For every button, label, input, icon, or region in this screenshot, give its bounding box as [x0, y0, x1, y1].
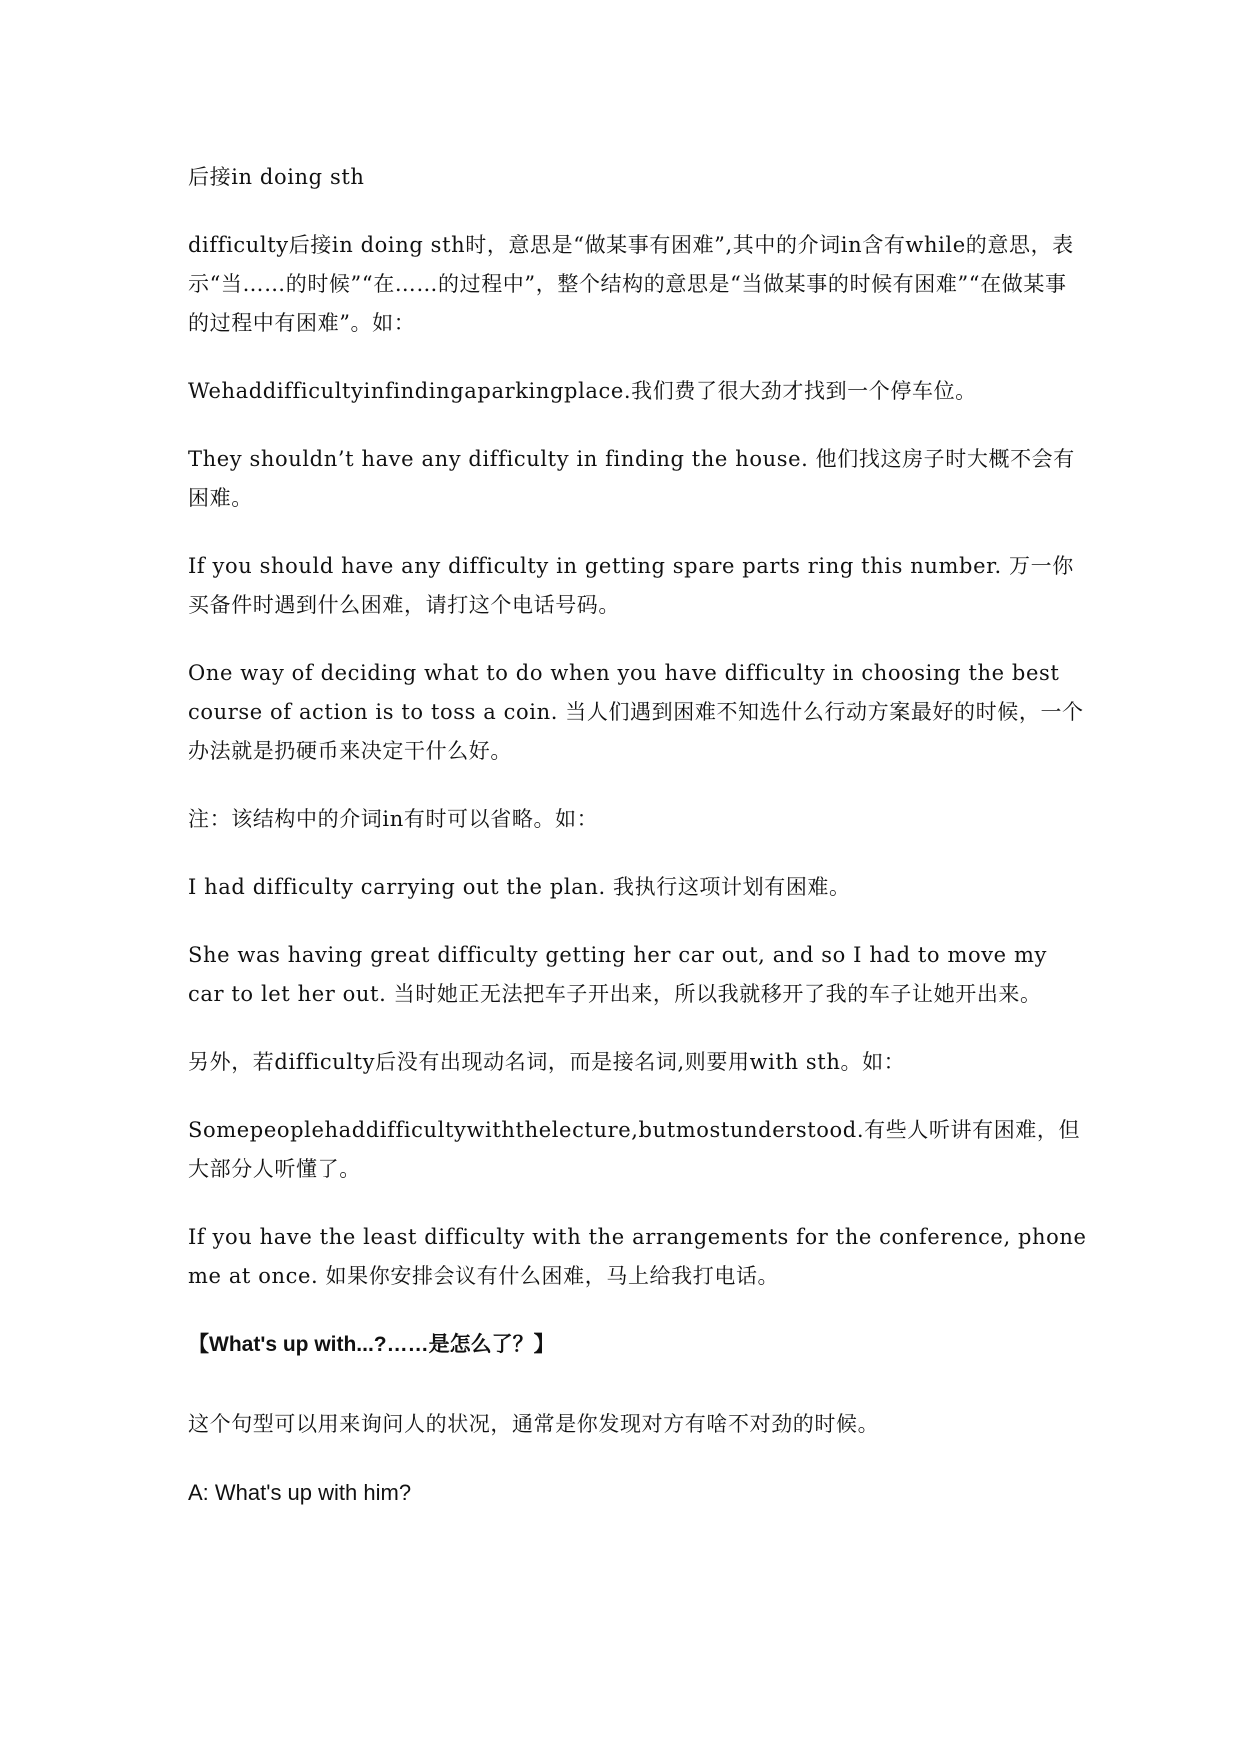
paragraph-example-conference: If you have the least difficulty with the arrangements for the conference, phone me at once. 如果你安排会议有什么困难，马上给我打电话。	[188, 1225, 1087, 1288]
paragraph-section-intro: 这个句型可以用来询问人的状况，通常是你发现对方有啥不对劲的时候。	[188, 1412, 880, 1436]
paragraph-example-spare-parts: If you should have any difficulty in getting spare parts ring this number. 万一你买备件时遇到什么困难，请打这个电话号码。	[188, 554, 1074, 617]
paragraph-example-parking: Wehaddifficultyinfindingaparkingplace.我们费了很大劲才找到一个停车位。	[188, 379, 977, 403]
dialogue-line-a: A: What's up with him?	[188, 1480, 412, 1505]
section-heading: 【What's up with...?……是怎么了？】	[188, 1333, 555, 1356]
paragraph-subheading: 后接in doing sth	[188, 165, 365, 189]
document-body	[188, 158, 1088, 1541]
paragraph-note: 注：该结构中的介词in有时可以省略。如：	[188, 807, 599, 831]
paragraph-example-coin: One way of deciding what to do when you have difficulty in choosing the best course of action is to toss a coin. 当人们遇到困难不知选什么行动方案最好的时候，一个办法就是扔硬币来决定干什么好。	[188, 661, 1084, 763]
paragraph-with-sth: 另外，若difficulty后没有出现动名词，而是接名词,则要用with sth。如：	[188, 1050, 906, 1074]
paragraph-example-car: She was having great difficulty getting her car out, and so I had to move my car to let her out. 当时她正无法把车子开出来，所以我就移开了我的车子让她开出来。	[188, 943, 1047, 1006]
paragraph-example-house: They shouldn’t have any difficulty in finding the house. 他们找这房子时大概不会有困难。	[188, 447, 1075, 510]
paragraph-explanation: difficulty后接in doing sth时，意思是“做某事有困难”,其中的介词in含有while的意思，表示“当……的时候”“在……的过程中”，整个结构的意思是“当做某事的时候有困难”“在做某事的过程中有困难”。如：	[188, 233, 1074, 335]
paragraph-example-lecture: Somepeoplehaddifficultywiththelecture,butmostunderstood.有些人听讲有困难，但大部分人听懂了。	[188, 1118, 1081, 1181]
paragraph-example-plan: I had difficulty carrying out the plan. 我执行这项计划有困难。	[188, 875, 851, 899]
